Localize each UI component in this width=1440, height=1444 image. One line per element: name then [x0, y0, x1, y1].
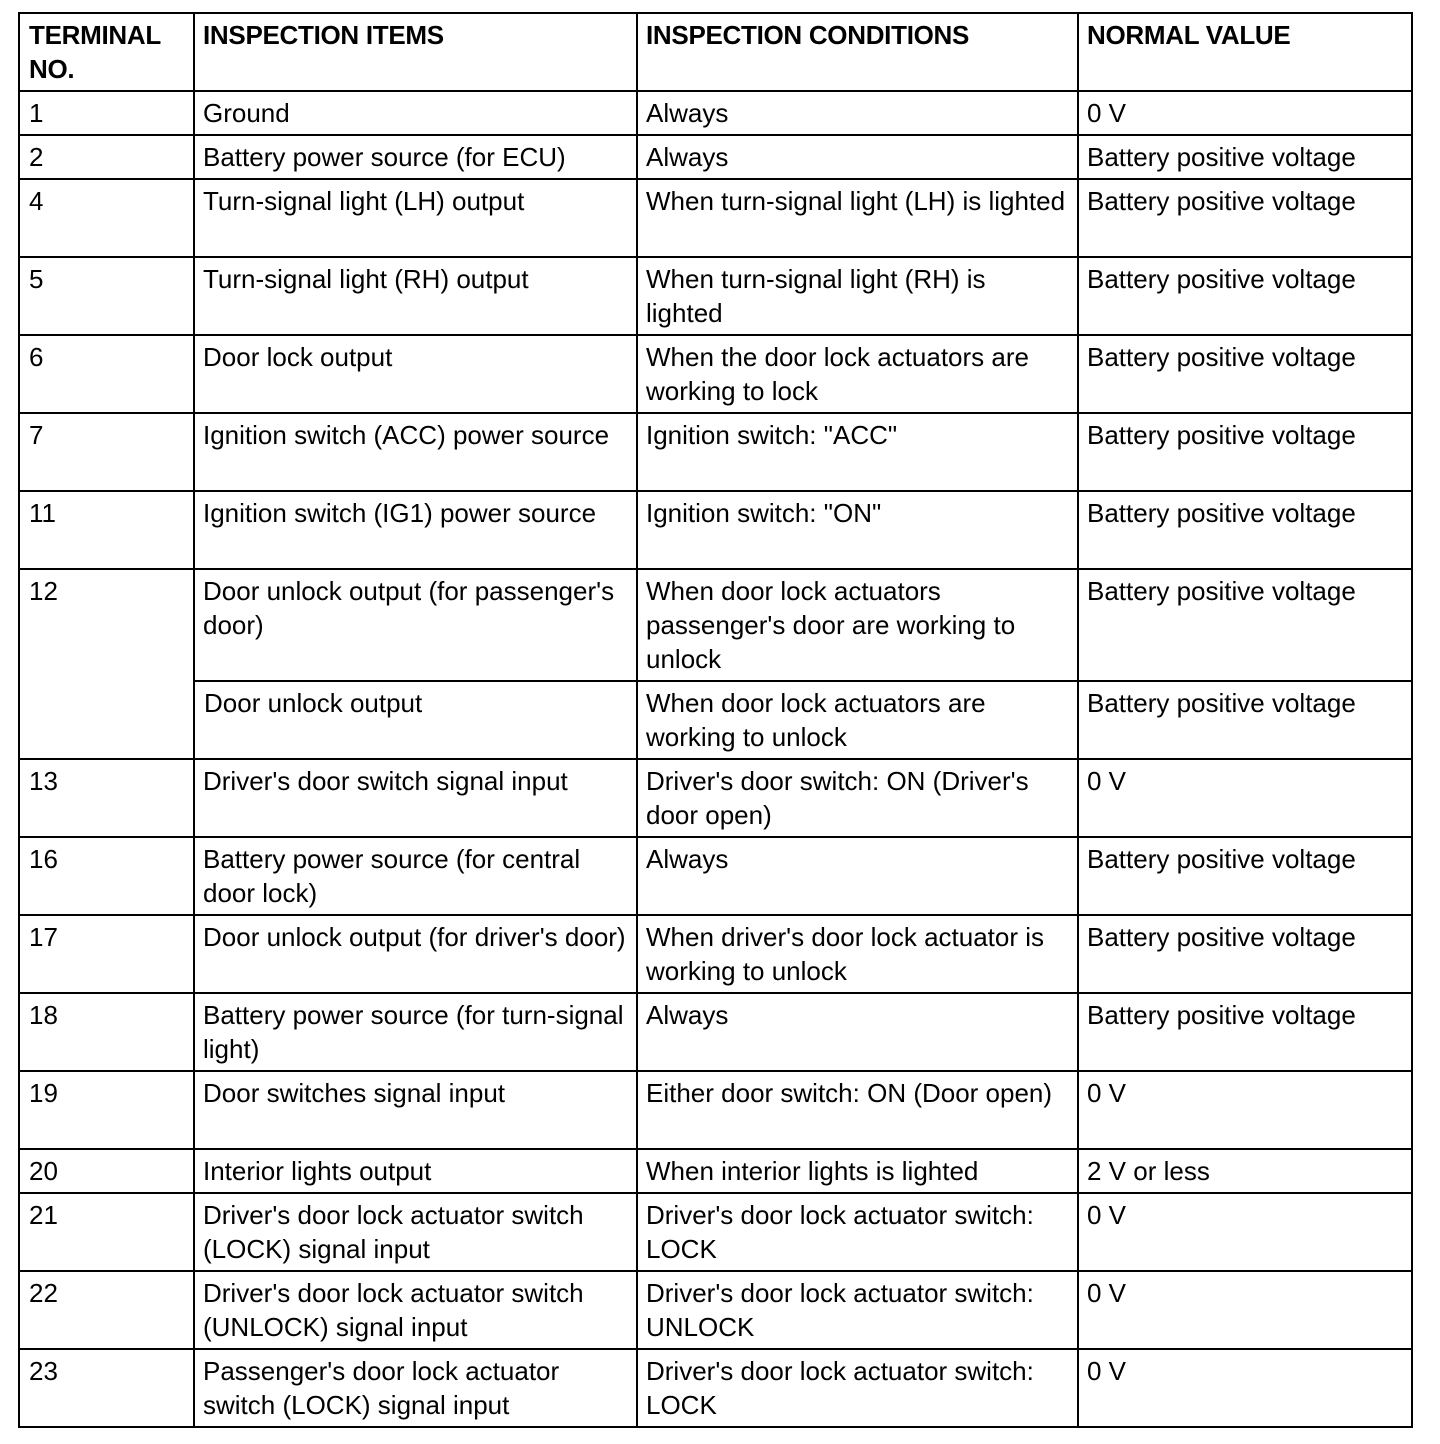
table-row: [19, 1193, 1412, 1271]
item-cell: Turn-signal light (RH) output: [194, 257, 637, 335]
table-row: [19, 1071, 1412, 1149]
terminal-cell: 16: [19, 837, 194, 915]
table-row: [19, 335, 1412, 413]
item-cell: Door unlock output (for driver's door): [194, 915, 637, 993]
value-cell: Battery positive voltage: [1078, 681, 1412, 759]
table-row: [19, 569, 1412, 681]
header-normal-value: NORMAL VALUE: [1078, 13, 1412, 91]
item-cell: Interior lights output: [194, 1149, 637, 1193]
table-row: [19, 915, 1412, 993]
value-cell: 0 V: [1078, 1071, 1412, 1149]
item-cell: Driver's door lock actuator switch (LOCK) signal input: [194, 1193, 637, 1271]
item-cell: Passenger's door lock actuator switch (LOCK) signal input: [194, 1349, 637, 1427]
terminal-cell: 4: [19, 179, 194, 257]
condition-cell: Driver's door lock actuator switch: UNLOCK: [637, 1271, 1078, 1349]
value-cell: Battery positive voltage: [1078, 135, 1412, 179]
item-cell: Door switches signal input: [194, 1071, 637, 1149]
value-cell: Battery positive voltage: [1078, 413, 1412, 491]
table-row: [19, 681, 1412, 759]
item-cell: Battery power source (for central door lock): [194, 837, 637, 915]
value-cell: Battery positive voltage: [1078, 179, 1412, 257]
value-cell: Battery positive voltage: [1078, 837, 1412, 915]
value-cell: 0 V: [1078, 1193, 1412, 1271]
value-cell: 0 V: [1078, 1349, 1412, 1427]
terminal-cell: 23: [19, 1349, 194, 1427]
value-cell: Battery positive voltage: [1078, 491, 1412, 569]
terminal-cell: 2: [19, 135, 194, 179]
value-cell: 0 V: [1078, 91, 1412, 135]
table-row: [19, 179, 1412, 257]
table-row: [19, 759, 1412, 837]
terminal-cell: 20: [19, 1149, 194, 1193]
condition-cell: Always: [637, 837, 1078, 915]
terminal-cell: 19: [19, 1071, 194, 1149]
table-row: [19, 1149, 1412, 1193]
terminal-cell: 1: [19, 91, 194, 135]
condition-cell: When the door lock actuators are working to lock: [637, 335, 1078, 413]
terminal-cell: 22: [19, 1271, 194, 1349]
header-terminal-no: TERMINAL NO.: [19, 13, 194, 91]
item-cell: Battery power source (for turn-signal light): [194, 993, 637, 1071]
value-cell: Battery positive voltage: [1078, 569, 1412, 681]
condition-cell: Driver's door switch: ON (Driver's door open): [637, 759, 1078, 837]
item-cell: Door unlock output: [194, 681, 637, 759]
value-cell: 0 V: [1078, 759, 1412, 837]
item-cell: Driver's door switch signal input: [194, 759, 637, 837]
terminal-cell: 18: [19, 993, 194, 1071]
condition-cell: Driver's door lock actuator switch: LOCK: [637, 1349, 1078, 1427]
item-cell: Door unlock output (for passenger's door): [194, 569, 637, 681]
item-cell: Door lock output: [194, 335, 637, 413]
terminal-cell: 21: [19, 1193, 194, 1271]
terminal-cell: 5: [19, 257, 194, 335]
value-cell: Battery positive voltage: [1078, 335, 1412, 413]
terminal-cell: 13: [19, 759, 194, 837]
table-row: [19, 993, 1412, 1071]
value-cell: Battery positive voltage: [1078, 915, 1412, 993]
terminal-cell: 12: [19, 569, 194, 759]
value-cell: Battery positive voltage: [1078, 257, 1412, 335]
item-cell: Driver's door lock actuator switch (UNLOCK) signal input: [194, 1271, 637, 1349]
condition-cell: When turn-signal light (RH) is lighted: [637, 257, 1078, 335]
terminal-cell: 6: [19, 335, 194, 413]
condition-cell: Driver's door lock actuator switch: LOCK: [637, 1193, 1078, 1271]
table-row: [19, 257, 1412, 335]
table-row: [19, 91, 1412, 135]
condition-cell: When driver's door lock actuator is working to unlock: [637, 915, 1078, 993]
table-row: [19, 413, 1412, 491]
value-cell: Battery positive voltage: [1078, 993, 1412, 1071]
table-row: [19, 1349, 1412, 1427]
item-cell: Ground: [194, 91, 637, 135]
value-cell: 0 V: [1078, 1271, 1412, 1349]
condition-cell: Either door switch: ON (Door open): [637, 1071, 1078, 1149]
condition-cell: When turn-signal light (LH) is lighted: [637, 179, 1078, 257]
table-row: [19, 491, 1412, 569]
header-inspection-conditions: INSPECTION CONDITIONS: [637, 13, 1078, 91]
table-row: [19, 135, 1412, 179]
condition-cell: Always: [637, 993, 1078, 1071]
terminal-cell: 7: [19, 413, 194, 491]
condition-cell: When door lock actuators are working to unlock: [637, 681, 1078, 759]
condition-cell: Ignition switch: "ON": [637, 491, 1078, 569]
condition-cell: Ignition switch: "ACC": [637, 413, 1078, 491]
item-cell: Ignition switch (ACC) power source: [194, 413, 637, 491]
condition-cell: When interior lights is lighted: [637, 1149, 1078, 1193]
terminal-cell: 17: [19, 915, 194, 993]
header-row: [19, 13, 1412, 91]
table-row: [19, 837, 1412, 915]
inspection-table: [18, 12, 1413, 1428]
condition-cell: Always: [637, 135, 1078, 179]
item-cell: Turn-signal light (LH) output: [194, 179, 637, 257]
item-cell: Battery power source (for ECU): [194, 135, 637, 179]
condition-cell: Always: [637, 91, 1078, 135]
value-cell: 2 V or less: [1078, 1149, 1412, 1193]
item-cell: Ignition switch (IG1) power source: [194, 491, 637, 569]
table-row: [19, 1271, 1412, 1349]
condition-cell: When door lock actuators passenger's door are working to unlock: [637, 569, 1078, 681]
terminal-cell: 11: [19, 491, 194, 569]
header-inspection-items: INSPECTION ITEMS: [194, 13, 637, 91]
